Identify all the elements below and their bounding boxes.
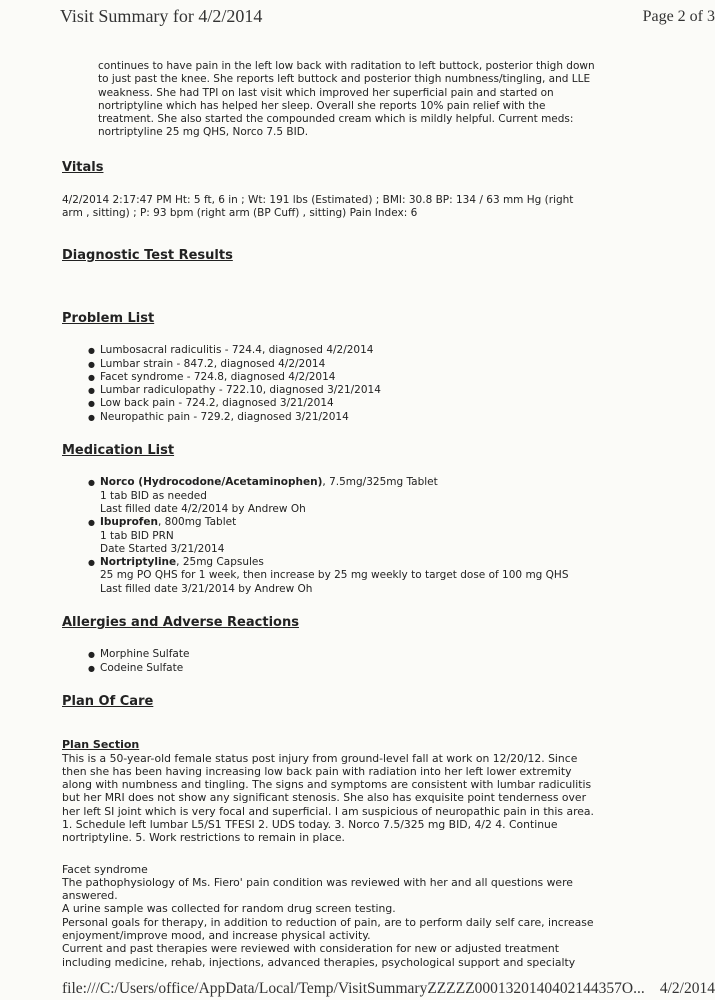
- medication-item: [88, 516, 597, 556]
- document-title: Visit Summary for 4/2/2014: [60, 6, 263, 26]
- list-item: ● Morphine Sulfate: [88, 648, 597, 661]
- vitals-text: 4/2/2014 2:17:47 PM Ht: 5 ft, 6 in ; Wt: 191 lbs (Estimated) ; BMI: 30.8 BP: 134 / 63 mm Hg (right arm , sitting) ; P: 93 bpm (right arm (BP Cuff) , sitting) Pain Index: 6: [62, 194, 574, 220]
- medication-item: [88, 476, 597, 516]
- problem-list-heading: Problem List: [62, 310, 155, 326]
- facet-line: A urine sample was collected for random drug screen testing.: [62, 902, 396, 916]
- medication-list-heading: Medication List: [62, 443, 175, 459]
- facet-line: Personal goals for therapy, in addition to reduction of pain, are to perform daily self care, increase enjoyment/improve mood, and increase physical activity.: [62, 915, 594, 943]
- facet-line: The pathophysiology of Ms. Fiero' pain condition was reviewed with her and all questions were answered.: [62, 875, 573, 903]
- footer-date: 4/2/2014: [659, 980, 715, 997]
- allergy-list: [62, 648, 597, 675]
- page-number: Page 2 of 3: [642, 8, 715, 25]
- medication-line: 25 mg PO QHS for 1 week, then increase by 25 mg weekly to target dose of 100 mg QHS: [100, 569, 569, 582]
- list-item: ● Lumbar strain - 847.2, diagnosed 4/2/2014: [88, 358, 597, 371]
- medication-detail: , 800mg Tablet: [157, 516, 237, 529]
- medication-line: Last filled date 3/21/2014 by Andrew Oh: [100, 582, 313, 595]
- hpi-continued-text: continues to have pain in the left low back with raditation to left buttock, posterior thigh down to just past the knee. She reports left buttock and posterior thigh numbness/tingling, and LLE weakness. She had TPI on last visit which improved her superficial pain and started on nortriptyline which has helped her sleep. Overall she reports 10% pain relief with the treatment. She also started the compounded cream which is mildly helpful. Current meds: nortriptyline 25 mg QHS, Norco 7.5 BID.: [98, 60, 595, 139]
- page-header: [60, 6, 715, 28]
- vitals-heading: Vitals: [62, 159, 104, 175]
- list-item: ● Lumbosacral radiculitis - 724.4, diagnosed 4/2/2014: [88, 344, 597, 357]
- list-item: ● Low back pain - 724.2, diagnosed 3/21/2014: [88, 397, 597, 410]
- facet-line: Current and past therapies were reviewed with consideration for new or adjusted treatment including medicine, rehab, injections, advanced therapies, psychological support and specialty: [62, 942, 576, 969]
- list-item: ● Neuropathic pain - 729.2, diagnosed 3/21/2014: [88, 411, 597, 424]
- list-item: ● Lumbar radiculopathy - 722.10, diagnosed 3/21/2014: [88, 384, 597, 397]
- document-body: [62, 60, 597, 969]
- plan-section-text: This is a 50-year-old female status post injury from ground-level fall at work on 12/20/12. Since then she has been having increasing low back pain with radiation into her left lower extremity along with numbness and tingling. The signs and symptoms are consistent with lumbar radiculitis but her MRI does not show any significant stenosis. She also has exquisite point tenderness over her left SI joint which is very focal and superficial. I am suspicious of neuropathic pain in this area. 1. Schedule left lumbar L5/S1 TFESI 2. UDS today. 3. Norco 7.5/325 mg BID, 4/2 4. Continue nortriptyline. 5. Work restrictions to remain in place.: [62, 751, 594, 845]
- list-item: ● Codeine Sulfate: [88, 662, 597, 675]
- plan-of-care-heading: Plan Of Care: [62, 693, 154, 709]
- allergies-heading: Allergies and Adverse Reactions: [62, 615, 299, 631]
- medication-detail: , 25mg Capsules: [176, 556, 264, 569]
- facet-syndrome-heading: Facet syndrome: [62, 862, 148, 876]
- medication-name: Nortriptyline: [100, 556, 177, 569]
- medication-line: Last filled date 4/2/2014 by Andrew Oh: [100, 502, 306, 515]
- medication-line: 1 tab BID PRN: [100, 529, 174, 542]
- file-path: file:///C:/Users/office/AppData/Local/Temp/VisitSummaryZZZZZ0001320140402144357O...: [62, 980, 645, 997]
- medication-detail: , 7.5mg/325mg Tablet: [322, 476, 438, 489]
- medication-name: Ibuprofen: [100, 516, 158, 529]
- medication-line: 1 tab BID as needed: [100, 489, 207, 502]
- medication-item: [88, 556, 597, 596]
- diagnostic-heading: Diagnostic Test Results: [62, 247, 233, 263]
- medication-name: Norco (Hydrocodone/Acetaminophen): [100, 476, 323, 489]
- list-item: ● Facet syndrome - 724.8, diagnosed 4/2/2014: [88, 371, 597, 384]
- plan-section-heading: Plan Section: [62, 738, 140, 752]
- medication-line: Date Started 3/21/2014: [100, 542, 225, 555]
- medication-list: [62, 476, 597, 596]
- problem-list: [62, 344, 597, 424]
